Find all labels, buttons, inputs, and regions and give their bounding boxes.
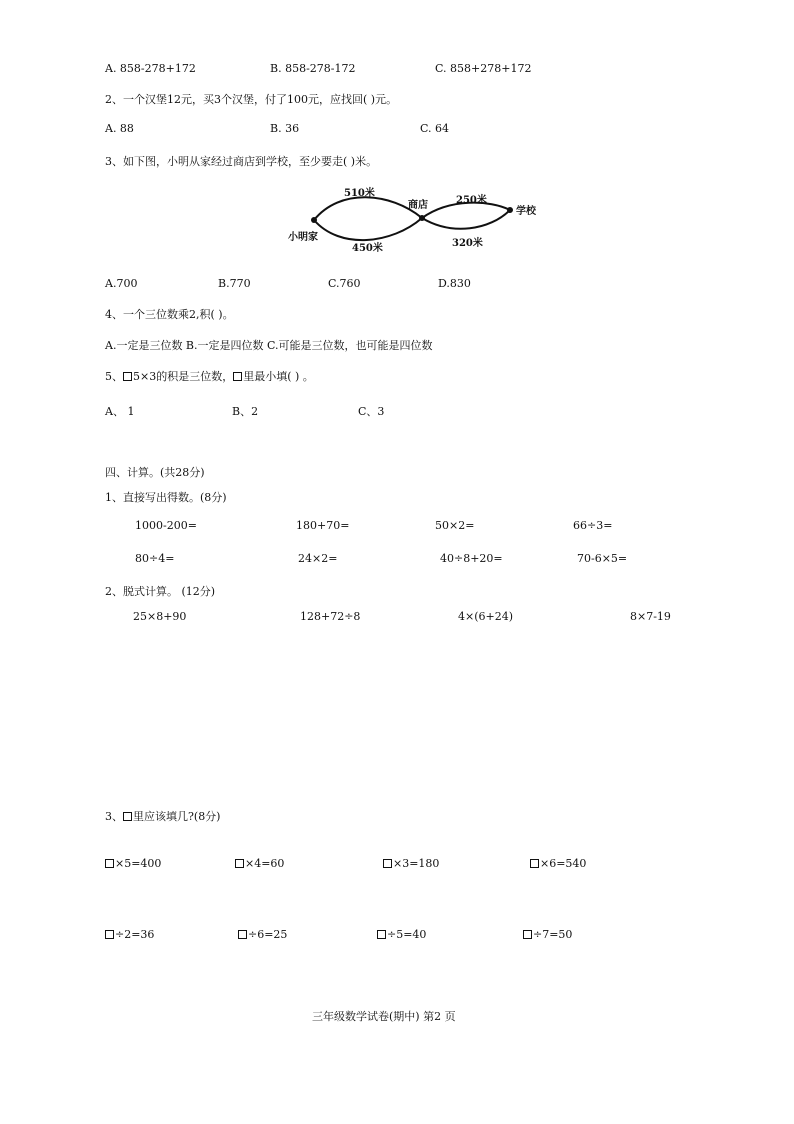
- p3-number: 3、: [105, 810, 123, 823]
- p3-title: [105, 810, 220, 824]
- section4-title: 四、计算。(共28分): [105, 466, 205, 479]
- p3-r1-c1: ×5=400: [105, 857, 161, 871]
- p1-r2-c3: 40÷8+20=: [440, 552, 503, 565]
- p3-r2-c2: ÷6=25: [238, 928, 287, 942]
- p1-r1-c3: 50×2=: [435, 519, 475, 532]
- upper-left-path: [314, 197, 422, 220]
- label-320: 320米: [452, 238, 483, 249]
- q1-option-b: B. 858-278-172: [270, 62, 356, 75]
- blank-box-icon: [105, 859, 114, 868]
- p1-r1-c2: 180+70=: [296, 519, 350, 532]
- p1-r2-c1: 80÷4=: [135, 552, 175, 565]
- q5-option-c: C、3: [358, 405, 385, 418]
- lower-left-path: [314, 218, 422, 240]
- q3-question: 3、如下图，小明从家经过商店到学校，至少要走( )米。: [105, 155, 378, 168]
- blank-box-icon: [523, 930, 532, 939]
- label-250: 250米: [456, 195, 487, 206]
- blank-box-icon: [238, 930, 247, 939]
- p1-title: 1、直接写出得数。(8分): [105, 491, 227, 504]
- q4-question: 4、一个三位数乘2,积( )。: [105, 308, 234, 321]
- q2-option-b: B. 36: [270, 122, 300, 135]
- q3-option-d: D.830: [438, 277, 471, 290]
- blank-box-icon: [105, 930, 114, 939]
- blank-box-icon: [123, 812, 132, 821]
- q1-option-c: C. 858+278+172: [435, 62, 532, 75]
- label-450: 450米: [352, 243, 383, 254]
- label-school: 学校: [516, 206, 536, 217]
- blank-box-icon: [530, 859, 539, 868]
- label-510: 510米: [344, 188, 375, 199]
- q3-option-a: A.700: [105, 277, 138, 290]
- school-dot: [507, 207, 513, 213]
- blank-box-icon: [123, 372, 132, 381]
- p3-r2-c1: ÷2=36: [105, 928, 154, 942]
- page-footer: 三年级数学试卷(期中) 第2 页: [312, 1010, 456, 1023]
- home-dot: [311, 217, 317, 223]
- blank-box-icon: [377, 930, 386, 939]
- q1-option-a: A. 858-278+172: [105, 62, 196, 75]
- q5-option-b: B、2: [232, 405, 259, 418]
- blank-box-icon: [233, 372, 242, 381]
- p3-r2-c4: ÷7=50: [523, 928, 572, 942]
- label-shop: 商店: [408, 200, 428, 211]
- route-diagram: [280, 178, 560, 254]
- q4-options: A.一定是三位数 B.一定是四位数 C.可能是三位数，也可能是四位数: [105, 339, 433, 352]
- q2-option-a: A. 88: [105, 122, 134, 135]
- q5-option-a: A、 1: [105, 405, 135, 418]
- q2-question: 2、一个汉堡12元，买3个汉堡，付了100元，应找回( )元。: [105, 93, 398, 106]
- p1-r2-c4: 70-6×5=: [577, 552, 628, 565]
- lower-right-path: [422, 210, 510, 229]
- p3-title-text: 里应该填几?(8分): [133, 810, 221, 823]
- q5-question: [105, 370, 314, 384]
- p2-item-2: 128+72÷8: [300, 610, 361, 623]
- p1-r1-c4: 66÷3=: [573, 519, 613, 532]
- label-home: 小明家: [288, 232, 318, 243]
- p3-r1-c2: ×4=60: [235, 857, 284, 871]
- q5-mid: 5×3的积是三位数，: [133, 370, 234, 383]
- p2-item-1: 25×8+90: [133, 610, 187, 623]
- shop-dot: [419, 215, 425, 221]
- p2-item-3: 4×(6+24): [458, 610, 514, 623]
- p2-title: 2、脱式计算。 (12分): [105, 585, 216, 598]
- q5-end: 里最小填( ) 。: [243, 370, 314, 383]
- blank-box-icon: [383, 859, 392, 868]
- p2-item-4: 8×7-19: [630, 610, 671, 623]
- p1-r1-c1: 1000-200=: [135, 519, 197, 532]
- p3-r2-c3: ÷5=40: [377, 928, 426, 942]
- q5-number: 5、: [105, 370, 123, 383]
- q2-option-c: C. 64: [420, 122, 450, 135]
- p3-r1-c3: ×3=180: [383, 857, 439, 871]
- blank-box-icon: [235, 859, 244, 868]
- q3-option-c: C.760: [328, 277, 361, 290]
- q3-option-b: B.770: [218, 277, 251, 290]
- p1-r2-c2: 24×2=: [298, 552, 338, 565]
- p3-r1-c4: ×6=540: [530, 857, 586, 871]
